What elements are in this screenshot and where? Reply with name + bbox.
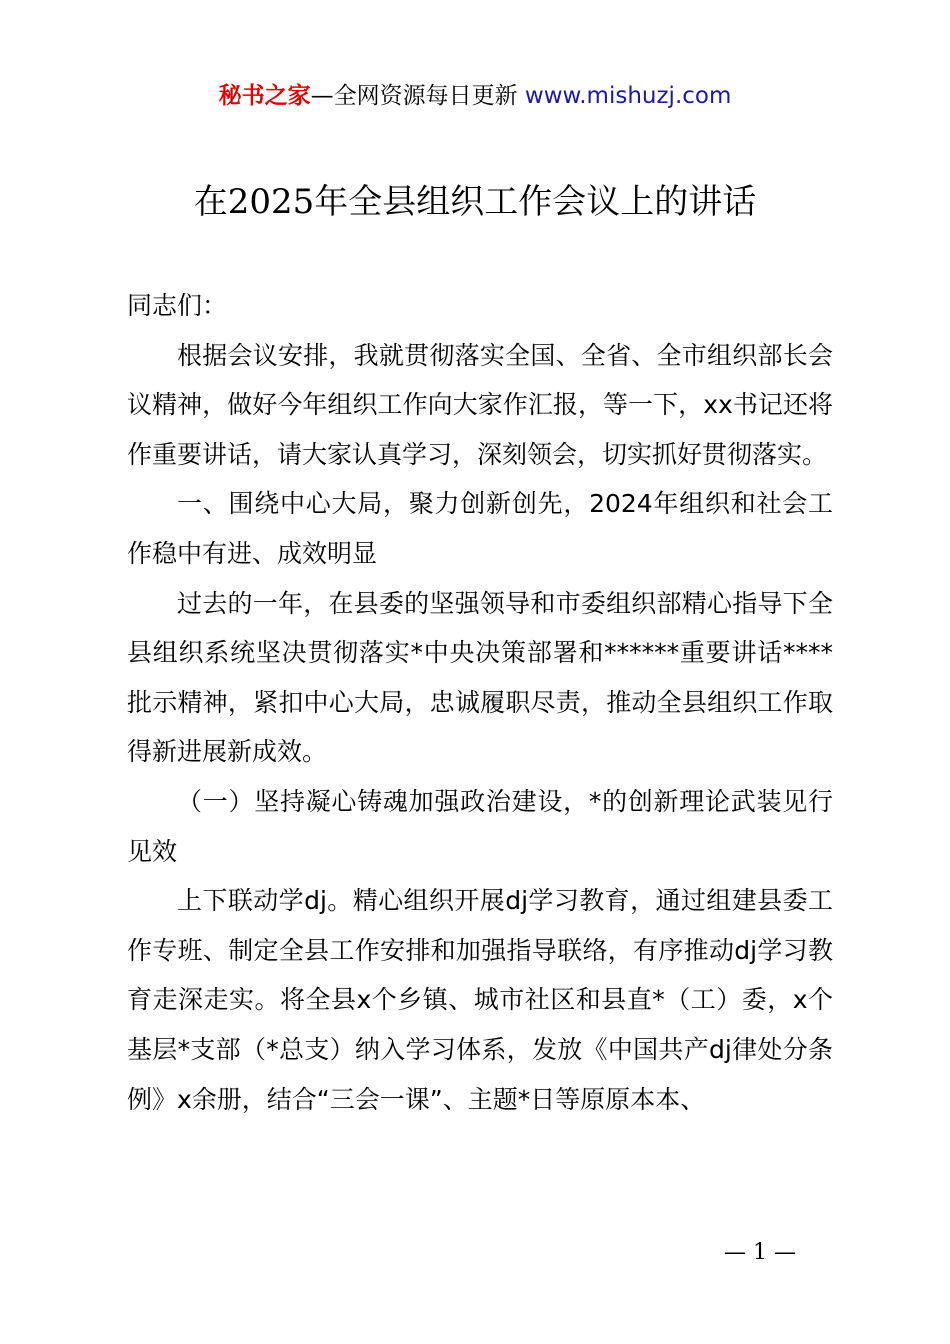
- site-tagline: —全网资源每日更新: [310, 83, 518, 109]
- site-header: [0, 80, 950, 112]
- page-number: — 1 —: [724, 1240, 796, 1265]
- section-heading: 一、围绕中心大局，聚力创新创先，2024年组织和社会工作稳中有进、成效明显: [127, 489, 833, 568]
- document-title: 在2025年全县组织工作会议上的讲话: [193, 182, 757, 222]
- paragraph: 根据会议安排，我就贯彻落实全国、全省、全市组织部长会议精神，做好今年组织工作向大家作汇报，等一下，xx书记还将作重要讲话，请大家认真学习，深刻领会，切实抓好贯彻落实。: [127, 340, 833, 469]
- site-url-link[interactable]: www.mishuzj.com: [524, 83, 732, 109]
- salutation: 同志们：: [127, 291, 228, 320]
- site-brand: 秘书之家: [218, 83, 311, 109]
- document-body: [127, 281, 833, 1124]
- subsection-heading: （一）坚持凝心铸魂加强政治建设，*的创新理论武装见行见效: [127, 786, 833, 866]
- paragraph: 上下联动学dj。精心组织开展dj学习教育，通过组建县委工作专班、制定全县工作安排和加强指导联络，有序推动dj学习教育走深走实。将全县x个乡镇、城市社区和县直*（工）委，x个基层*支部（*总支）纳入学习体系，发放《中国共产dj律处分条例》x余册，结合“三会一课”、主题*日等原原本本、: [127, 886, 833, 1114]
- paragraph: 过去的一年，在县委的坚强领导和市委组织部精心指导下全县组织系统坚决贯彻落实*中央决策部署和******重要讲话****批示精神，紧扣中心大局，忠诚履职尽责，推动全县组织工作取得新进展新成效。: [127, 588, 833, 767]
